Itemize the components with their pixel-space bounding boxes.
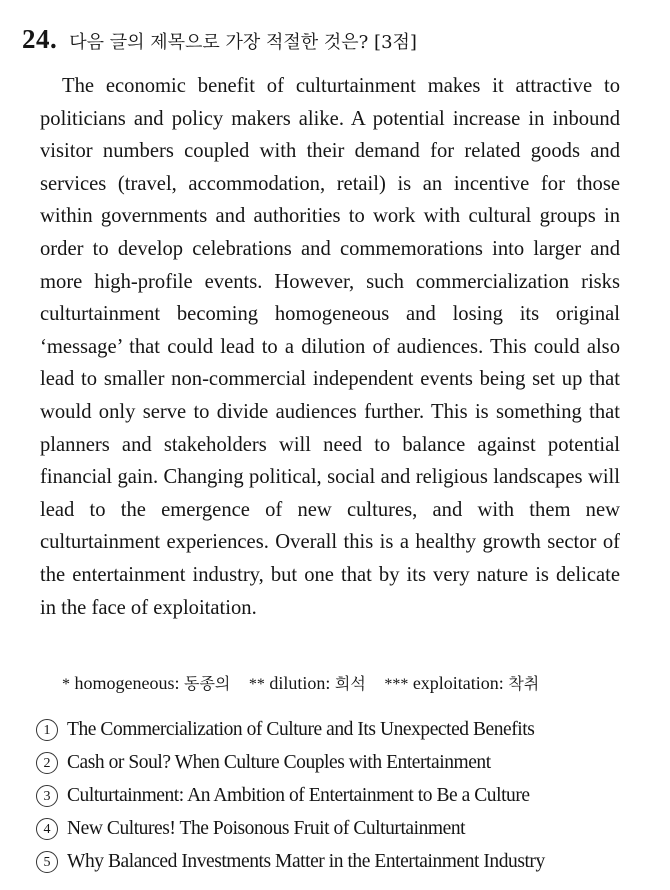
glossary-item — [249, 673, 370, 693]
option-number-marker: 4 — [36, 818, 58, 840]
glossary — [62, 668, 632, 700]
answer-option-2[interactable] — [36, 746, 656, 779]
glossary-marker: *** — [384, 676, 409, 693]
option-number-marker: 3 — [36, 785, 58, 807]
option-text: New Cultures! The Poisonous Fruit of Culturtainment — [67, 818, 466, 839]
answer-option-5[interactable] — [36, 845, 656, 878]
glossary-item — [384, 673, 539, 693]
option-text: Why Balanced Investments Matter in the Entertainment Industry — [67, 851, 545, 872]
passage-text: The economic benefit of culturtainment makes it attractive to politicians and policy makers alike. A potential increase in inbound visitor numbers coupled with their demand for related goods and services (travel, accommodation, retail) is an incentive for those within governments and authorities to work with cultural groups in order to develop celebrations and commemorations into larger and more high-profile events. However, such commercialization risks culturtainment becoming homogeneous and losing its original ‘message’ that could lead to a dilution of audiences. This could also lead to smaller non-commercial independent events being set up that would only serve to divide audiences further. This is something that planners and stakeholders will need to balance against potential financial gain. Changing political, social and religious landscapes will lead to the emergence of new cultures, and with them new culturtainment experiences. Overall this is a healthy growth sector of the entertainment industry, but one that by its very nature is delicate in the face of exploitation. — [40, 75, 620, 619]
option-number-marker: 2 — [36, 752, 58, 774]
question-number: 24. — [22, 24, 58, 54]
glossary-item — [62, 673, 235, 693]
answer-option-3[interactable] — [36, 779, 656, 812]
answer-options — [36, 713, 656, 878]
answer-option-4[interactable] — [36, 812, 656, 845]
answer-option-1[interactable] — [36, 713, 656, 746]
option-text: The Commercialization of Culture and Its Unexpected Benefits — [67, 719, 535, 740]
question-prompt: 다음 글의 제목으로 가장 적절한 것은? [3점] — [69, 32, 417, 53]
glossary-term: dilution: — [269, 673, 331, 693]
glossary-meaning: 희석 — [334, 674, 366, 693]
option-text: Culturtainment: An Ambition of Entertainment to Be a Culture — [67, 785, 530, 806]
option-number-marker: 1 — [36, 719, 58, 741]
glossary-meaning: 동종의 — [184, 674, 231, 693]
glossary-marker: ** — [248, 676, 265, 693]
glossary-meaning: 착취 — [508, 674, 540, 693]
glossary-term: exploitation: — [412, 673, 504, 693]
option-number-marker: 5 — [36, 851, 58, 873]
glossary-term: homogeneous: — [74, 673, 180, 693]
option-text: Cash or Soul? When Culture Couples with Entertainment — [67, 752, 491, 773]
question-header — [22, 24, 652, 58]
glossary-marker: * — [62, 676, 70, 693]
